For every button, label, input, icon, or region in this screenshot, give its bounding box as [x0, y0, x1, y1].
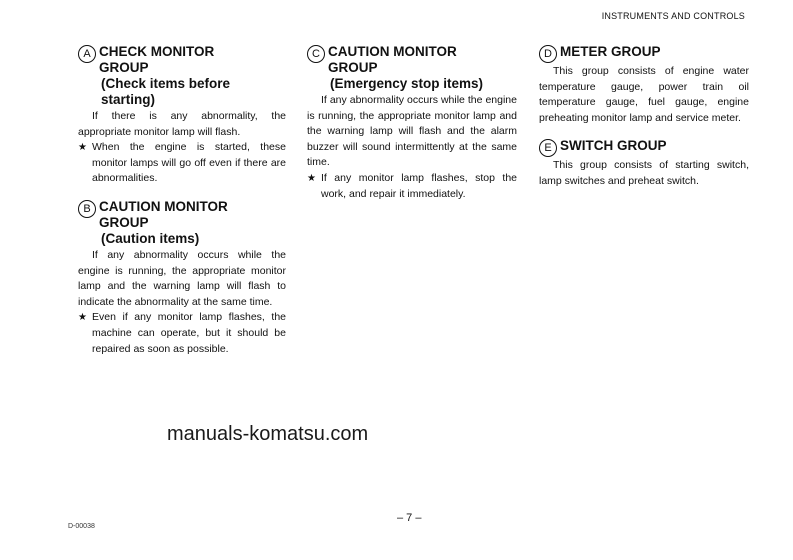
section-emergency-stop [307, 44, 517, 202]
note [307, 171, 517, 202]
title-line: CHECK MONITOR [99, 44, 215, 59]
section-caution-monitor [78, 199, 286, 357]
section-body [78, 248, 286, 357]
paragraph: This group consists of engine water temperature gauge, power train oil temperature gauge, fuel gauge, engine preheating monitor lamp and service meter. [539, 65, 749, 124]
section-letter-e: E [539, 139, 557, 157]
paragraph: This group consists of starting switch, lamp switches and preheat switch. [539, 159, 749, 187]
note [78, 140, 286, 187]
title-line: GROUP [99, 60, 149, 75]
note-text: If any monitor lamp flashes, stop the work, and repair it immediately. [321, 171, 517, 200]
section-letter-d: D [539, 45, 557, 63]
section-title [328, 44, 483, 92]
title-line: GROUP [99, 214, 149, 230]
star-icon: ★ [307, 172, 316, 184]
page-header: INSTRUMENTS AND CONTROLS [601, 11, 745, 21]
section-heading [78, 199, 286, 247]
section-body [307, 93, 517, 202]
section-heading [539, 138, 749, 157]
title-line: starting) [101, 92, 155, 107]
section-heading [307, 44, 517, 92]
section-title [99, 199, 228, 247]
section-check-monitor [78, 44, 286, 187]
title-line: GROUP [328, 60, 378, 75]
note [78, 310, 286, 357]
section-letter-b: B [78, 200, 96, 218]
title-line: SWITCH GROUP [560, 138, 667, 154]
column-right [539, 44, 749, 202]
title-line: CAUTION MONITOR [99, 198, 228, 214]
paragraph: If there is any abnormality, the appropriate monitor lamp will flash. [78, 110, 286, 138]
section-body [539, 158, 749, 189]
column-middle [307, 44, 517, 214]
section-meter-group [539, 44, 749, 126]
section-title [560, 138, 667, 154]
section-title [99, 44, 230, 108]
watermark-url: manuals-komatsu.com [167, 423, 369, 445]
section-heading [78, 44, 286, 108]
section-heading [539, 44, 749, 63]
title-line: METER GROUP [560, 44, 661, 59]
title-line: (Check items before [101, 76, 231, 91]
section-body [78, 109, 286, 187]
section-letter-a: A [78, 45, 96, 63]
note-text: Even if any monitor lamp flashes, the machine can operate, but it should be repaired as soon as possible. [92, 311, 286, 355]
star-icon: ★ [78, 142, 87, 154]
title-line: (Emergency stop items) [330, 76, 484, 91]
title-line: (Caution items) [101, 230, 200, 246]
star-icon: ★ [78, 312, 87, 324]
title-line: CAUTION MONITOR [328, 44, 457, 59]
section-body [539, 64, 749, 126]
note-text: When the engine is started, these monitor lamps will go off even if there are abnormalities. [92, 141, 286, 185]
section-letter-c: C [307, 45, 325, 63]
page-number: – 7 – [397, 512, 422, 524]
section-title [560, 44, 661, 60]
paragraph: If any abnormality occurs while the engine is running, the appropriate monitor lamp and the warning lamp will flash and the alarm buzzer will sound intermittently at the same time. [307, 94, 517, 169]
document-code: D-00038 [68, 523, 95, 530]
column-left [78, 44, 286, 369]
paragraph: If any abnormality occurs while the engine is running, the appropriate monitor lamp and the warning lamp will flash to indicate the abnormality at the same time. [78, 248, 286, 308]
section-switch-group [539, 138, 749, 189]
